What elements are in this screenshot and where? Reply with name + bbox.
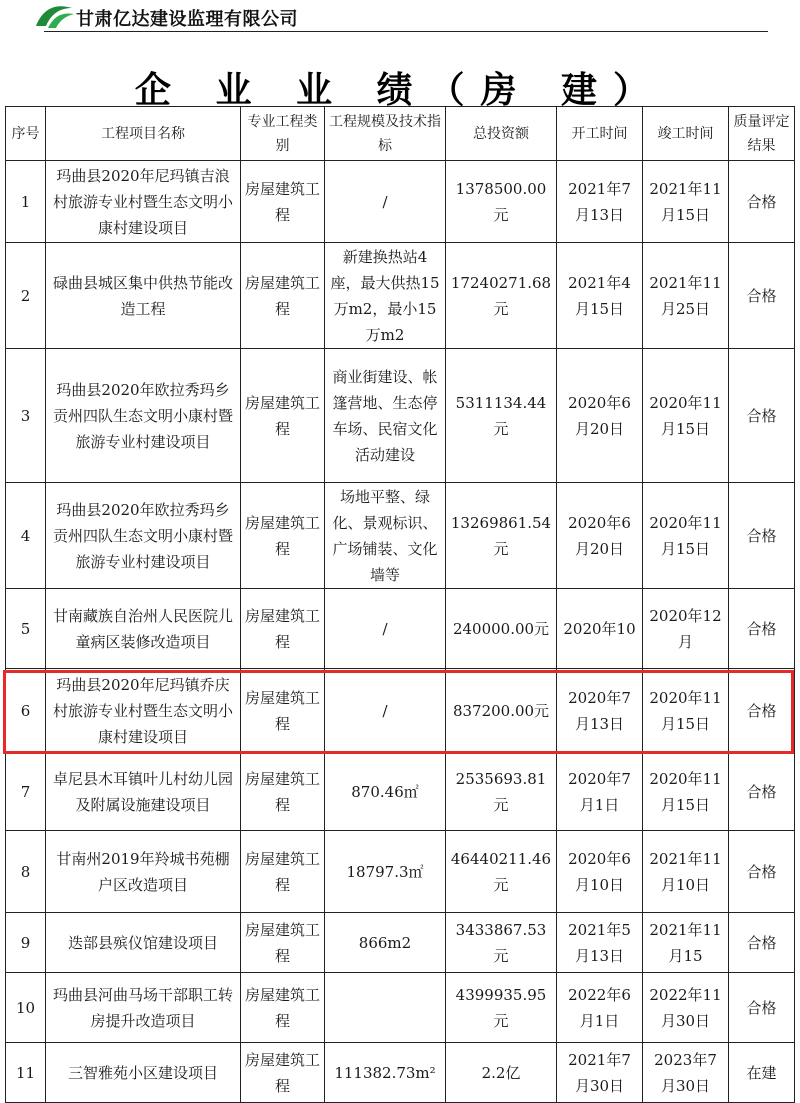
project-investment: 2.2亿	[446, 1043, 557, 1103]
quality-result: 合格	[729, 589, 795, 669]
project-name: 三智雅苑小区建设项目	[46, 1043, 241, 1103]
project-name: 玛曲县2020年尼玛镇吉浪村旅游专业村暨生态文明小康村建设项目	[46, 161, 241, 243]
row-no: 6	[6, 669, 46, 753]
header-end: 竣工时间	[643, 107, 729, 161]
performance-table	[5, 106, 795, 1103]
project-category: 房屋建筑工程	[241, 669, 325, 753]
table-row	[6, 913, 795, 973]
project-scale	[325, 973, 446, 1043]
project-scale: 场地平整、绿化、景观标识、广场铺装、文化墙等	[325, 483, 446, 589]
project-investment: 3433867.53元	[446, 913, 557, 973]
project-scale: 商业街建设、帐篷营地、生态停车场、民宿文化活动建设	[325, 349, 446, 483]
end-date: 2020年11月15日	[643, 753, 729, 831]
row-no: 3	[6, 349, 46, 483]
project-category: 房屋建筑工程	[241, 973, 325, 1043]
project-investment: 13269861.54元	[446, 483, 557, 589]
quality-result: 合格	[729, 483, 795, 589]
end-date: 2021年11月25日	[643, 243, 729, 349]
end-date: 2020年11月15日	[643, 483, 729, 589]
start-date: 2020年10	[557, 589, 643, 669]
table-row	[6, 243, 795, 349]
project-name: 卓尼县木耳镇叶儿村幼儿园及附属设施建设项目	[46, 753, 241, 831]
project-investment: 17240271.68元	[446, 243, 557, 349]
project-scale: /	[325, 669, 446, 753]
start-date: 2021年4月15日	[557, 243, 643, 349]
header-quality: 质量评定结果	[729, 107, 795, 161]
project-name: 甘南藏族自治州人民医院儿童病区装修改造项目	[46, 589, 241, 669]
quality-result: 合格	[729, 161, 795, 243]
project-name: 碌曲县城区集中供热节能改造工程	[46, 243, 241, 349]
project-scale: 866m2	[325, 913, 446, 973]
document-header	[0, 0, 800, 34]
project-category: 房屋建筑工程	[241, 831, 325, 913]
start-date: 2020年7月13日	[557, 669, 643, 753]
row-no: 11	[6, 1043, 46, 1103]
header-scale: 工程规模及技术指标	[325, 107, 446, 161]
start-date: 2021年7月30日	[557, 1043, 643, 1103]
header-name: 工程项目名称	[46, 107, 241, 161]
row-no: 8	[6, 831, 46, 913]
project-investment: 1378500.00元	[446, 161, 557, 243]
project-category: 房屋建筑工程	[241, 913, 325, 973]
project-scale: 111382.73m²	[325, 1043, 446, 1103]
table-row	[6, 669, 795, 753]
quality-result: 在建	[729, 1043, 795, 1103]
end-date: 2020年11月15日	[643, 349, 729, 483]
end-date: 2021年11月10日	[643, 831, 729, 913]
start-date: 2020年6月10日	[557, 831, 643, 913]
row-no: 1	[6, 161, 46, 243]
project-category: 房屋建筑工程	[241, 589, 325, 669]
start-date: 2020年7月1日	[557, 753, 643, 831]
project-investment: 46440211.46元	[446, 831, 557, 913]
quality-result: 合格	[729, 831, 795, 913]
header-investment: 总投资额	[446, 107, 557, 161]
end-date: 2021年11月15	[643, 913, 729, 973]
project-name: 玛曲县2020年欧拉秀玛乡贡州四队生态文明小康村暨旅游专业村建设项目	[46, 483, 241, 589]
start-date: 2021年7月13日	[557, 161, 643, 243]
quality-result: 合格	[729, 669, 795, 753]
project-investment: 4399935.95元	[446, 973, 557, 1043]
project-investment: 837200.00元	[446, 669, 557, 753]
project-scale: 870.46㎡	[325, 753, 446, 831]
row-no: 4	[6, 483, 46, 589]
end-date: 2020年12月	[643, 589, 729, 669]
company-name: 甘肃亿达建设监理有限公司	[76, 9, 298, 30]
project-scale: /	[325, 161, 446, 243]
project-investment: 240000.00元	[446, 589, 557, 669]
quality-result: 合格	[729, 973, 795, 1043]
row-no: 2	[6, 243, 46, 349]
table-row	[6, 589, 795, 669]
table-row	[6, 161, 795, 243]
quality-result: 合格	[729, 349, 795, 483]
start-date: 2022年6月1日	[557, 973, 643, 1043]
table-row	[6, 483, 795, 589]
project-scale: /	[325, 589, 446, 669]
project-scale: 新建换热站4座，最大供热15万m2，最小15万m2	[325, 243, 446, 349]
row-no: 9	[6, 913, 46, 973]
table-row	[6, 1043, 795, 1103]
end-date: 2021年11月15日	[643, 161, 729, 243]
row-no: 10	[6, 973, 46, 1043]
header-start: 开工时间	[557, 107, 643, 161]
page-title: 企 业 业 绩（房 建）	[134, 70, 666, 111]
header-no: 序号	[6, 107, 46, 161]
project-name: 迭部县殡仪馆建设项目	[46, 913, 241, 973]
project-name: 玛曲县河曲马场干部职工转房提升改造项目	[46, 973, 241, 1043]
quality-result: 合格	[729, 753, 795, 831]
table-header-row	[6, 107, 795, 161]
start-date: 2020年6月20日	[557, 483, 643, 589]
project-investment: 5311134.44元	[446, 349, 557, 483]
project-category: 房屋建筑工程	[241, 483, 325, 589]
project-category: 房屋建筑工程	[241, 161, 325, 243]
start-date: 2021年5月13日	[557, 913, 643, 973]
project-scale: 18797.3㎡	[325, 831, 446, 913]
start-date: 2020年6月20日	[557, 349, 643, 483]
header-divider	[44, 31, 768, 32]
project-category: 房屋建筑工程	[241, 349, 325, 483]
project-category: 房屋建筑工程	[241, 753, 325, 831]
end-date: 2022年11月30日	[643, 973, 729, 1043]
table-row	[6, 753, 795, 831]
table-row	[6, 349, 795, 483]
row-no: 5	[6, 589, 46, 669]
row-no: 7	[6, 753, 46, 831]
project-name: 玛曲县2020年尼玛镇乔庆村旅游专业村暨生态文明小康村建设项目	[46, 669, 241, 753]
end-date: 2023年7月30日	[643, 1043, 729, 1103]
project-investment: 2535693.81元	[446, 753, 557, 831]
project-category: 房屋建筑工程	[241, 243, 325, 349]
table-row	[6, 973, 795, 1043]
quality-result: 合格	[729, 913, 795, 973]
project-name: 玛曲县2020年欧拉秀玛乡贡州四队生态文明小康村暨旅游专业村建设项目	[46, 349, 241, 483]
company-logo-icon	[34, 2, 76, 30]
project-category: 房屋建筑工程	[241, 1043, 325, 1103]
project-name: 甘南州2019年羚城书苑棚户区改造项目	[46, 831, 241, 913]
header-category: 专业工程类别	[241, 107, 325, 161]
quality-result: 合格	[729, 243, 795, 349]
table-row	[6, 831, 795, 913]
end-date: 2020年11月15日	[643, 669, 729, 753]
